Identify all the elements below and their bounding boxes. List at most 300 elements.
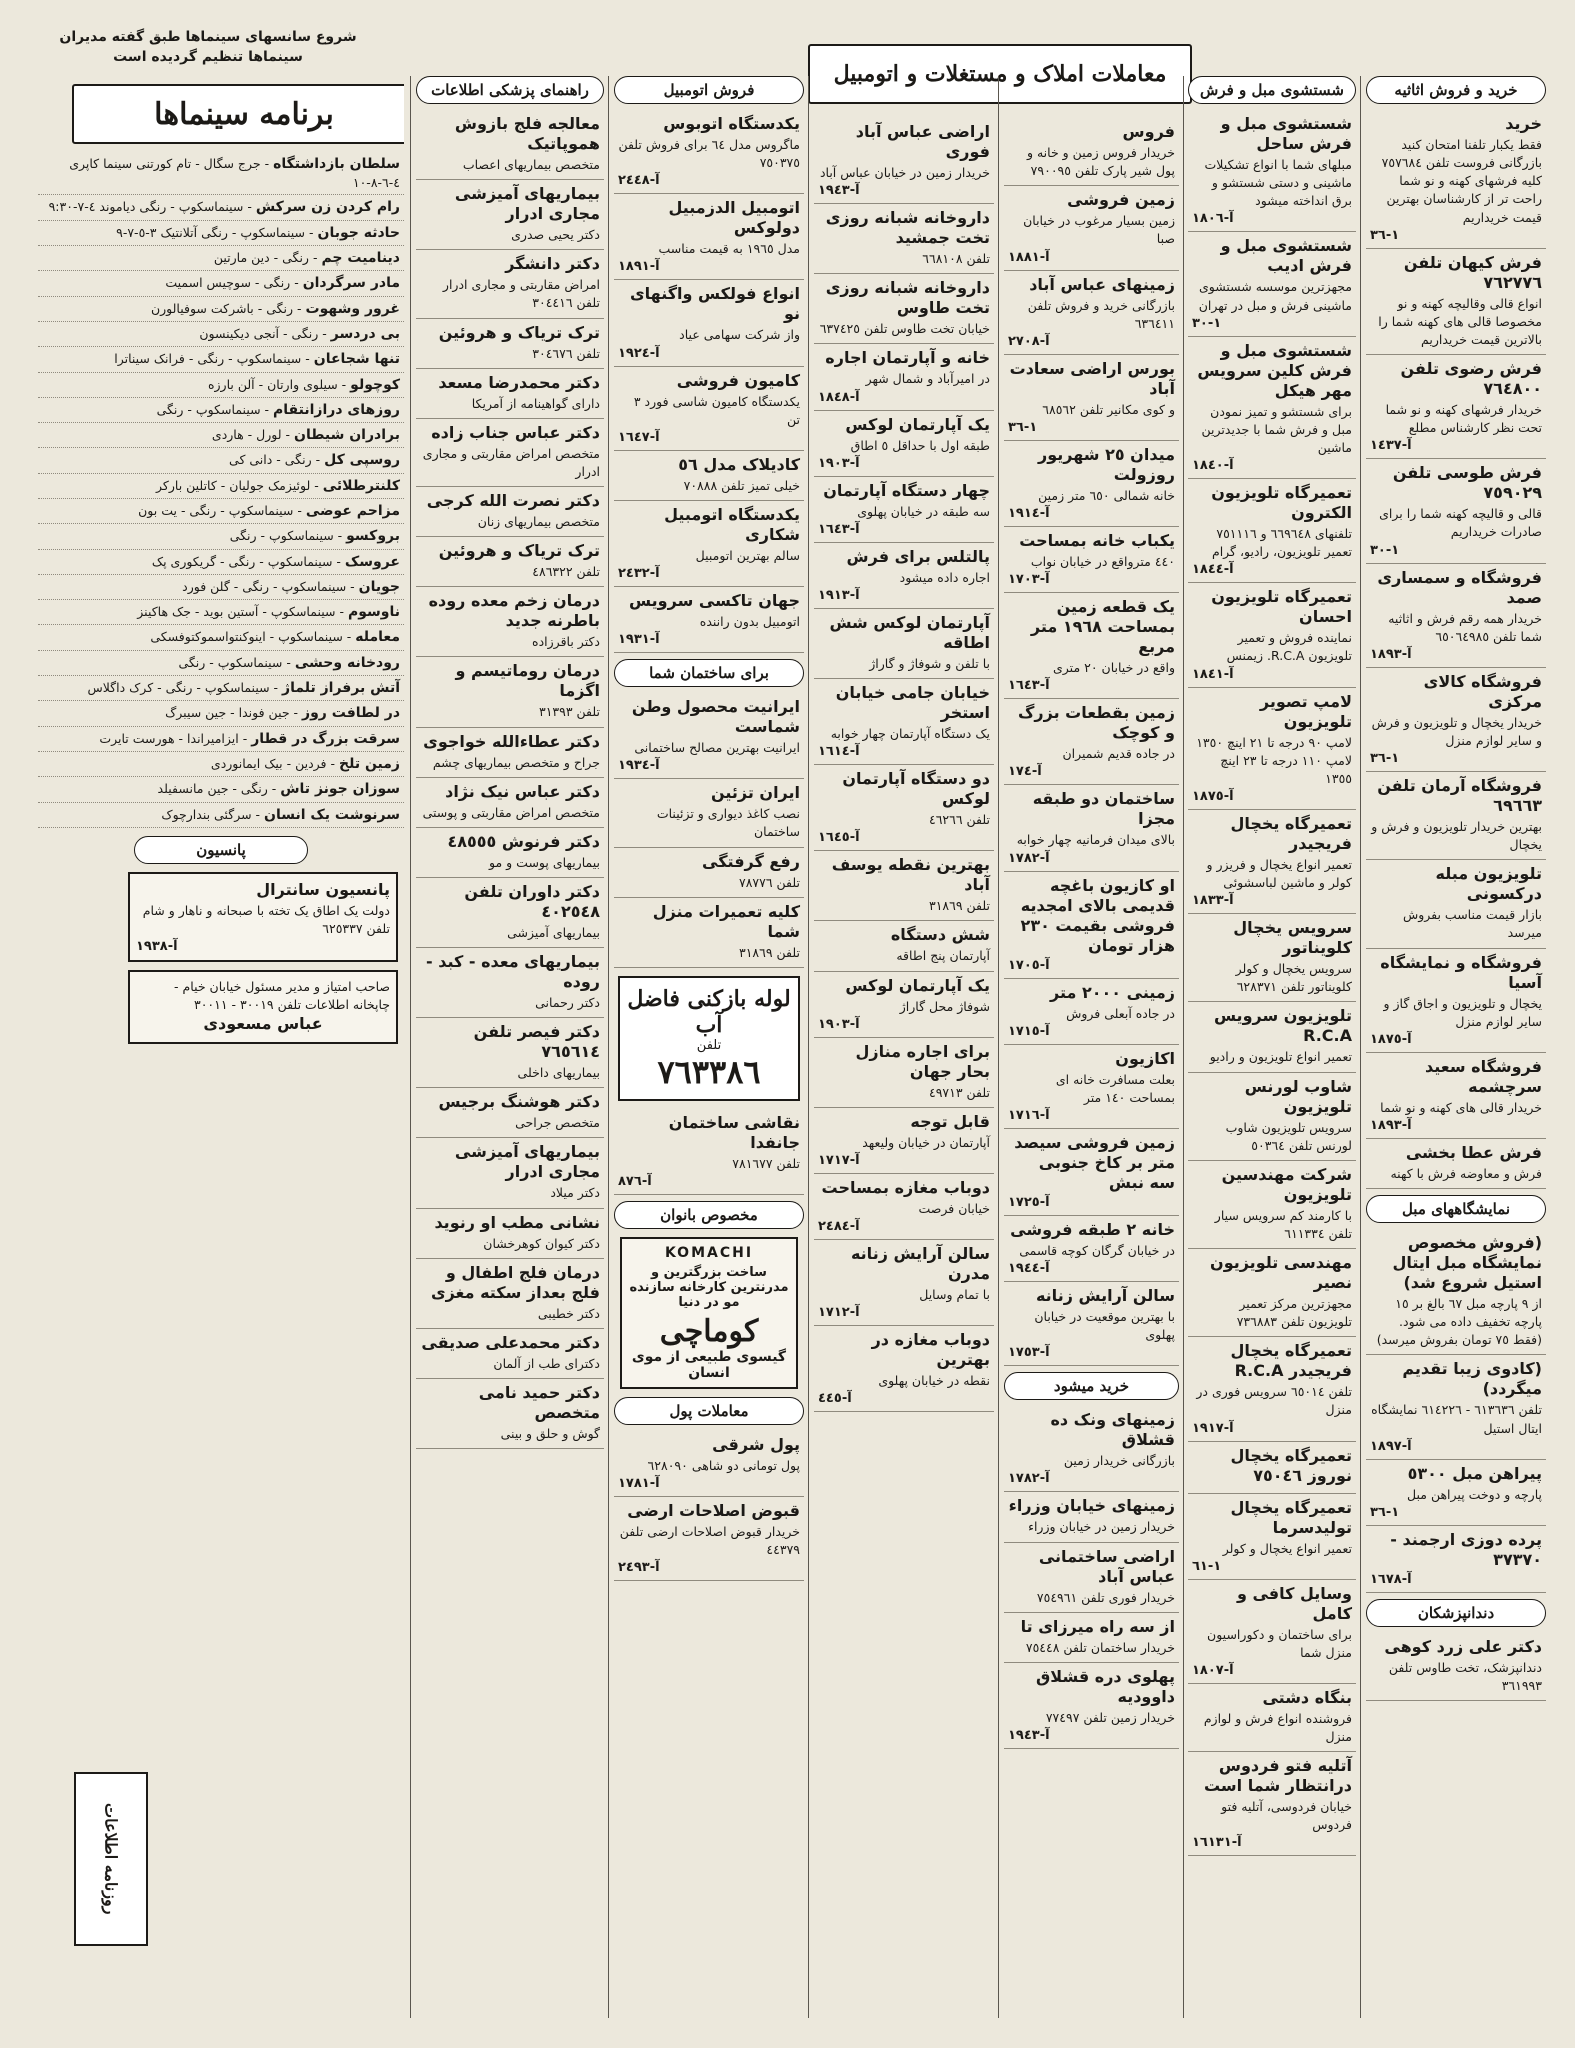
section-header: راهنمای پزشکی اطلاعات bbox=[416, 76, 604, 104]
ad-item bbox=[1188, 110, 1356, 232]
film-title: غرور وشهوت bbox=[305, 300, 400, 317]
ad-title: اکازیون bbox=[1115, 1048, 1175, 1068]
column-rule bbox=[1183, 76, 1184, 2018]
ad-phone: ١-٣٠ bbox=[1370, 542, 1400, 558]
ad-phone: آ-١٧٠٥ bbox=[1008, 957, 1050, 973]
ad-item bbox=[416, 419, 604, 487]
ad-title: نقاشی ساختمان جانفدا bbox=[668, 1112, 800, 1152]
ad-item bbox=[814, 1174, 994, 1240]
ad-title: بیماریهای آمیزشی مجاری ادرار bbox=[454, 1142, 600, 1182]
film-title: رودخانه وحشی bbox=[294, 654, 400, 671]
ad-list bbox=[1366, 110, 1546, 1189]
film-details: رنگی - باشرکت سوفیالورن bbox=[150, 300, 294, 316]
realestate-banner: معاملات املاک و مستغلات و اتومبیل bbox=[808, 44, 1192, 104]
column-services bbox=[1188, 76, 1356, 2018]
ad-phone: آ-١٧٠٣ bbox=[1008, 572, 1050, 588]
film-details: سینماسکوپ - رنگی - فرانک سیناترا bbox=[114, 351, 302, 367]
ad-item bbox=[614, 110, 804, 194]
ad-title: دکتر حمید نامی متخصص bbox=[478, 1382, 600, 1422]
ad-body: خیابان تخت طاوس تلفن ٦٣٧٤٢٥ bbox=[819, 321, 990, 337]
ad-item bbox=[614, 280, 804, 366]
ad-title: ساختمان دو طبقه مجزا bbox=[1032, 789, 1175, 829]
ad-phone: آ-١٦٧٨ bbox=[1370, 1571, 1412, 1587]
ad-body: دکتر خطیبی bbox=[537, 1305, 600, 1321]
ad-title: بورس اراضی سعادت آباد bbox=[1009, 358, 1175, 398]
ad-title: پالتلس برای فرش bbox=[846, 546, 990, 566]
ad-title: شستشوی مبل و فرش ساحل bbox=[1220, 114, 1352, 153]
film-details: رنگی - دانی کی bbox=[229, 452, 312, 468]
ad-phone: آ-٢٧٠٨ bbox=[1008, 333, 1050, 349]
ad-item bbox=[814, 274, 994, 344]
ad-body: فقط یکبار تلفنا امتحان کنید بازرگانی فروست تلفن ٧٥٧٦٨٤ کلیه فرشهای کهنه و نو شما راحت تر از کارشناسان بهترین قیمت خریداریم bbox=[1381, 137, 1542, 225]
ad-body: سه طبقه در خیابان پهلوی bbox=[857, 503, 990, 519]
ad-phone: آ-١٩٠٣ bbox=[818, 1016, 860, 1032]
ad-title: دکتر محمدعلی صدیقی bbox=[421, 1332, 600, 1352]
ad-body: دارای گواهینامه از آمریکا bbox=[471, 395, 600, 411]
ad-body: بهترین خریدار تلویزیون و فرش و یخچال bbox=[1371, 819, 1542, 853]
ad-body: انواع قالی وقالیچه کهنه و نو مخصوصا قالی های کهنه شما را بالاترین قیمت خریداریم bbox=[1378, 295, 1542, 347]
ad-body: خیابان فردوسی، آتلیه فتو فردوس bbox=[1221, 1799, 1352, 1833]
pension-body: دولت یک اطاق یک تخته با صبحانه و ناهار و شام تلفن ٦٢٥٣٣٧ bbox=[142, 902, 390, 936]
ad-item bbox=[1366, 459, 1546, 563]
ad-item bbox=[814, 1038, 994, 1108]
ad-title: پیراهن مبل ٥٣٠٠ bbox=[1407, 1463, 1542, 1483]
cinema-listing: دینامیت چم - رنگی - دین مارتین bbox=[38, 246, 404, 271]
film-details: سینماسکوپ - رنگی - گلن فورد bbox=[182, 578, 347, 594]
ad-title: فرش رضوی تلفن ٧٦٤٨٠٠ bbox=[1400, 359, 1542, 398]
ad-item bbox=[614, 693, 804, 779]
ad-title: دکتر علی زرد کوهی bbox=[1384, 1636, 1542, 1656]
komachi-latin: KOMACHI bbox=[664, 1244, 754, 1261]
section-header: خرید میشود bbox=[1004, 1372, 1179, 1400]
ad-body: از ٩ پارچه مبل ٦٧ بالغ بر ١٥ پارچه تخفیف داده می شود. (فقط ٧٥ تومان بفروش میرسد) bbox=[1376, 1296, 1542, 1348]
section-header: برای ساختمان شما bbox=[614, 659, 804, 687]
cinema-listing: کلنترطلائی - لوئیزمک جولیان - کاتلین بارکر bbox=[38, 474, 404, 499]
ad-title: دکتر دانشگر bbox=[505, 254, 600, 274]
ad-body: تلفن ٣٠٤٦٧٦ bbox=[532, 345, 600, 361]
film-details: سینماسکوپ - رنگی دیاموند ٤-٧-٩:٣٠ bbox=[48, 199, 244, 215]
ad-title: یک آپارتمان لوکس bbox=[845, 975, 990, 995]
ad-title: بیماریهای آمیزشی مجاری ادرار bbox=[454, 184, 600, 224]
ad-body: متخصص امراض مقاربتی و مجاری ادرار bbox=[422, 445, 600, 479]
cinema-listing: سرقت بزرگ در قطار - ایزامیراندا - هورست تایرت bbox=[38, 727, 404, 752]
ad-body: یخچال و تلویزیون و اجاق گاز و سایر لوازم منزل bbox=[1383, 995, 1542, 1029]
ad-phone: آ-١٨٩٣ bbox=[1370, 1117, 1412, 1133]
ad-item bbox=[814, 477, 994, 543]
film-details: لوئیزمک جولیان - کاتلین بارکر bbox=[156, 477, 311, 493]
cinema-listing: کوچولو - سیلوی وارتان - آلن بارزه bbox=[38, 373, 404, 398]
ad-body: خانه شمالی ٦٥٠ متر زمین bbox=[1038, 487, 1175, 503]
column-cinemas bbox=[38, 84, 404, 2018]
column-rule bbox=[608, 76, 609, 2018]
ad-title: برای اجاره منازل بحار جهان bbox=[855, 1041, 990, 1081]
ad-title: زمین بقطعات بزرگ و کوچک bbox=[1018, 703, 1175, 743]
film-title: کلنترطلائی bbox=[322, 477, 400, 494]
pension-ad bbox=[128, 872, 398, 962]
ad-title: یکباب خانه بمساحت bbox=[1019, 531, 1175, 550]
masthead-name: عباس مسعودی bbox=[203, 1014, 323, 1034]
film-details: سینماسکوپ - رنگی - یت بون bbox=[138, 502, 294, 518]
ad-body: تلفن ٤٩٧١٣ bbox=[928, 1084, 990, 1100]
ad-phone: ١-٣٦ bbox=[1008, 419, 1038, 435]
cinema-listing: سرنوشت یک انسان - سرگئی بندارچوک bbox=[38, 803, 404, 828]
ad-item bbox=[1004, 1663, 1179, 1749]
ad-phone: آ-١٩٣٤ bbox=[618, 758, 660, 774]
ad-item bbox=[1188, 914, 1356, 1002]
ad-item bbox=[416, 587, 604, 657]
ad-title: فروشگاه و سمساری صمد bbox=[1377, 567, 1542, 607]
ad-title: اراضی عباس آباد فوری bbox=[855, 122, 990, 161]
film-details: سینماسکوپ - اینوکنتواسموکتوفسکی bbox=[150, 629, 343, 645]
ad-phone: آ-١٨٩٧ bbox=[1370, 1438, 1412, 1454]
ad-phone: آ-٢٤٨٤ bbox=[818, 1219, 860, 1234]
ad-phone: آ-١٧٢٥ bbox=[1008, 1194, 1050, 1210]
ad-title: اراضی ساختمانی عباس آباد bbox=[1038, 1546, 1175, 1586]
ad-body: زمین بسیار مرغوب در خیابان صبا bbox=[1023, 213, 1175, 247]
ad-phone: آ-١٨٣٣ bbox=[1192, 893, 1234, 909]
ad-title: (فروش مخصوص نمایشگاه مبل ایتال استیل شروع شد) bbox=[1392, 1233, 1542, 1292]
film-details: رنگی - دین مارتین bbox=[213, 250, 309, 266]
ad-phone: آ-١٨٤٤ bbox=[1192, 562, 1234, 578]
ad-item bbox=[416, 728, 604, 778]
ad-body: تلفنهای ٦٦٩٦٤٨ و ٧٥١١١٦ تعمیر تلویزیون، رادیو، گرام bbox=[1211, 526, 1352, 560]
ad-phone: آ-٨٧٦ bbox=[618, 1173, 652, 1189]
ad-body: بیماریهای داخلی bbox=[517, 1065, 600, 1081]
ad-body: تلفن ٧٨٧٧٦ bbox=[738, 874, 800, 890]
ad-body: گوش و حلق و بینی bbox=[500, 1425, 600, 1441]
ad-title: دوباب مغازه بمساحت bbox=[821, 1177, 990, 1197]
film-details: فردین - بیک ایمانوردی bbox=[210, 755, 327, 771]
komachi-ad bbox=[620, 1237, 798, 1389]
ad-title: شستشوی مبل و فرش کلین سرویس مهر هیکل bbox=[1197, 340, 1352, 400]
film-title: حادثه جوبان bbox=[317, 224, 400, 241]
film-title: بروکسو bbox=[346, 528, 400, 545]
film-title: برادران شیطان bbox=[294, 427, 400, 444]
ad-title: درمان زخم معده روده باطرنه جدید bbox=[428, 591, 600, 631]
ad-body: تلفن ٦٦٨١٠٨ bbox=[922, 251, 990, 267]
ad-body: بازرگانی خرید و فروش تلفن ٦٣٦٤١١ bbox=[1027, 297, 1175, 331]
ad-title: دو دستگاه آپارتمان لوکس bbox=[842, 769, 990, 809]
ad-item bbox=[1188, 1161, 1356, 1249]
film-title: ناوسوم bbox=[347, 604, 400, 621]
film-title: مادر سرگردان bbox=[302, 275, 400, 292]
cinema-listing: معامله - سینماسکوپ - اینوکنتواسموکتوفسکی bbox=[38, 625, 404, 650]
ad-phone: آ-١٨٧٥ bbox=[1192, 788, 1234, 804]
ad-title: تعمیرگاه یخچال تولیدسرما bbox=[1230, 1497, 1352, 1537]
film-title: بی دردسر bbox=[330, 325, 400, 342]
ad-phone: آ-١٨٤١ bbox=[1192, 666, 1234, 682]
ad-item bbox=[1004, 118, 1179, 186]
ad-item bbox=[416, 657, 604, 727]
ad-body: نماینده فروش و تعمیر تلویزیون R.C.A. زیمنس bbox=[1226, 630, 1352, 664]
ad-body: لامپ ٩٠ درجه تا ٢١ اینچ ١٣٥٠ لامپ ١١٠ درجه تا ٢٣ اینچ ١٣٥٥ bbox=[1196, 734, 1352, 786]
ad-body: پول تومانی دو شاهی ٦٢٨٠٩٠ bbox=[647, 1457, 800, 1473]
ad-phone: آ-٢٤٩٣ bbox=[618, 1560, 660, 1576]
film-details: سینماسکوپ - رنگی - کرک داگلاس bbox=[87, 680, 270, 696]
ad-body: خریدار قبوض اصلاحات ارضی تلفن ٤٤٣٧٩ bbox=[619, 1524, 800, 1558]
ad-body: با تلفن و شوفاژ و گاراژ bbox=[869, 655, 990, 671]
ad-body: نصب کاغذ دیواری و تزئینات ساختمان bbox=[656, 806, 800, 840]
ad-title: دکتر عباس نیک نژاد bbox=[445, 781, 600, 801]
ad-title: فروشگاه کالای مرکزی bbox=[1423, 671, 1542, 711]
ad-body: مبلهای شما با انواع تشکیلات ماشینی و دستی شستشو و برق انداخته میشود bbox=[1204, 157, 1352, 209]
ad-phone: آ-١٦٤٥ bbox=[818, 830, 860, 846]
ad-item bbox=[814, 679, 994, 765]
ad-body: بازار قیمت مناسب بفروش میرسد bbox=[1402, 907, 1542, 941]
ad-item bbox=[1366, 110, 1546, 249]
ad-item bbox=[614, 501, 804, 587]
ad-body: تلفن ٧٨١٦٧٧ bbox=[732, 1155, 800, 1171]
pension-title: پانسیون سانترال bbox=[256, 879, 390, 899]
section-header: پانسیون bbox=[134, 836, 308, 864]
ad-title: دکتر عباس جناب زاده bbox=[431, 422, 600, 442]
ad-body: ماگروس مدل ٦٤ برای فروش تلفن ٧٥٠٣٧٥ bbox=[618, 137, 800, 171]
ad-body: طبقه اول با حداقل ٥ اطاق bbox=[850, 437, 990, 453]
cinema-listing: در لطافت روز - جین فوندا - جین سیبرگ bbox=[38, 701, 404, 726]
ad-item bbox=[1004, 1406, 1179, 1492]
komachi-title: کوماچی bbox=[659, 1313, 759, 1349]
ad-item bbox=[1188, 1580, 1356, 1684]
ad-phone: آ-١٦٤٧ bbox=[618, 429, 660, 445]
ad-title: زمینهای عباس آباد bbox=[1029, 274, 1175, 294]
ad-title: قبوض اصلاحات ارضی bbox=[627, 1501, 800, 1520]
section-header: خرید و فروش اثاثیه bbox=[1366, 76, 1546, 104]
film-title: روسپی کل bbox=[324, 452, 400, 469]
ad-phone: ١-٦١ bbox=[1192, 1558, 1222, 1574]
ad-body: نقطه در خیابان پهلوی bbox=[878, 1373, 990, 1389]
ad-body: سرویس یخچال و کولر کلویناتور تلفن ٦٢٨٣٧١ bbox=[1235, 961, 1352, 995]
column-medical bbox=[416, 76, 604, 2018]
ad-title: خانه ٢ طبقه فروشی bbox=[1010, 1219, 1175, 1239]
ad-item bbox=[614, 779, 804, 847]
ad-body: بیماریهای آمیزشی bbox=[507, 924, 600, 940]
ad-phone: ١-٣٠ bbox=[1192, 315, 1222, 331]
pipe-cleaning-ad bbox=[618, 976, 800, 1101]
newspaper-page bbox=[38, 28, 1546, 2018]
ad-phone: آ-٤٤٥ bbox=[818, 1391, 852, 1407]
ad-title: دکتر هوشنگ برجیس bbox=[438, 1092, 600, 1112]
ad-title: زمینهای ونک ده قشلاق bbox=[1050, 1410, 1175, 1450]
ad-item bbox=[614, 1497, 804, 1581]
ad-title: آتلیه فتو فردوس درانتظار شما است bbox=[1203, 1756, 1352, 1796]
ad-item bbox=[614, 367, 804, 451]
ad-phone: آ-١٦١٣١ bbox=[1192, 1835, 1242, 1851]
cinema-listing: آتش برفراز تلماژ - سینماسکوپ - رنگی - کرک داگلاس bbox=[38, 676, 404, 701]
ad-phone: آ-١٩٢٤ bbox=[618, 345, 660, 361]
ad-title: معالجه فلج بازوش هموپاتیک bbox=[454, 114, 600, 153]
ad-body: خریدار همه رقم فرش و اثاثیه شما تلفن ٦٥٠٦٤٩٨٥ bbox=[1388, 610, 1542, 644]
section-header: شستشوی مبل و فرش bbox=[1188, 76, 1356, 104]
ad-body: خریدار قالی های کهنه و نو شما bbox=[1380, 1099, 1542, 1115]
ad-item bbox=[1188, 479, 1356, 583]
ad-title: اتومبیل الدزمبیل دولوکس bbox=[668, 198, 800, 238]
ad-title: تعمیرگاه یخچال فریجیدر R.C.A bbox=[1230, 1341, 1352, 1381]
ad-body: تعمیر انواع یخچال و فریزر و کولر و ماشین لباسشوئی bbox=[1206, 856, 1352, 890]
section-header: معاملات پول bbox=[614, 1397, 804, 1425]
ad-title: زمینی ٢٠٠٠ متر bbox=[1050, 982, 1175, 1002]
ad-body: اجاره داده میشود bbox=[899, 569, 990, 585]
film-details: رنگی - جین مانسفیلد bbox=[157, 781, 268, 797]
ad-item bbox=[1366, 949, 1546, 1053]
ad-body: تلفن ٦١٣٦٣٦ - ٦١٤٢٢٦ نمایشگاه ایتال استیل bbox=[1371, 1402, 1542, 1436]
ad-phone: آ-١٨٤٠ bbox=[1192, 458, 1234, 473]
ad-item bbox=[1366, 1526, 1546, 1593]
ad-body: بیماریهای پوست و مو bbox=[489, 854, 600, 870]
pipe-ad-line2: تلفن bbox=[696, 1037, 722, 1053]
cinema-listing: بروکسو - سینماسکوپ - رنگی bbox=[38, 524, 404, 549]
ad-body: تلفن ٦٥٠١٤ سرویس فوری در منزل bbox=[1196, 1384, 1352, 1418]
ad-phone: آ-١٨٨١ bbox=[1008, 249, 1050, 265]
film-title: دینامیت چم bbox=[321, 250, 400, 267]
ad-body: دکتر باقرزاده bbox=[532, 634, 600, 650]
film-details: رنگی - سوچیس اسمیت bbox=[165, 275, 291, 291]
ad-item bbox=[1188, 1249, 1356, 1337]
ad-body: بالای میدان فرمانیه چهار خوابه bbox=[1016, 832, 1175, 848]
cinema-listing: سلطان بازداشتگاه - جرج سگال - تام کورتنی سینما کاپری ٤-٦-٨-١٠ bbox=[38, 152, 404, 195]
film-title: روزهای درازانتقام bbox=[273, 401, 400, 418]
ad-title: وسایل کافی و کامل bbox=[1236, 1583, 1352, 1623]
film-title: عروسک bbox=[344, 553, 400, 570]
section-header: مخصوص بانوان bbox=[614, 1201, 804, 1229]
ad-item bbox=[416, 828, 604, 878]
ad-item bbox=[1366, 1460, 1546, 1526]
ad-title: تعمیرگاه تلویزیون الکترون bbox=[1211, 483, 1352, 522]
ad-item bbox=[614, 1109, 804, 1195]
ad-item bbox=[1188, 1752, 1356, 1856]
ad-phone: آ-١٨٠٧ bbox=[1192, 1662, 1234, 1678]
ad-body: فروشنده انواع فرش و لوازم منزل bbox=[1203, 1710, 1352, 1744]
cinema-list bbox=[38, 152, 404, 828]
ad-item bbox=[1188, 1684, 1356, 1752]
ad-item bbox=[416, 1138, 604, 1208]
ad-item bbox=[416, 110, 604, 180]
ad-item bbox=[614, 1431, 804, 1497]
ad-body: دکتر یحیی صدری bbox=[511, 227, 600, 243]
ad-body: واقع در خیابان ٢٠ متری bbox=[1053, 660, 1175, 676]
ad-item bbox=[614, 451, 804, 501]
ad-item bbox=[416, 1329, 604, 1379]
ad-body: بازرگانی خریدار زمین bbox=[1063, 1453, 1175, 1469]
ad-body: خیابان فرصت bbox=[918, 1200, 990, 1216]
cinema-banner: برنامه سینماها bbox=[72, 84, 404, 144]
pipe-ad-number: ٧٦٣٣٨٦ bbox=[657, 1052, 761, 1091]
film-title: در لطافت روز bbox=[302, 705, 400, 722]
ad-phone: آ-١٧٨٢ bbox=[1008, 1471, 1050, 1487]
ad-item bbox=[1004, 1492, 1179, 1542]
ad-phone: آ-١٨٧٥ bbox=[1370, 1031, 1412, 1047]
ad-title: فرش طوسی تلفن ٧٥٩٠٢٩ bbox=[1392, 463, 1542, 503]
ad-body: تلفن ٣١٨٦٩ bbox=[928, 898, 990, 914]
ad-body: بعلت مسافرت خانه ای بمساحت ١٤٠ متر bbox=[1055, 1071, 1175, 1105]
pipe-ad-line1: لوله بازکنی فاضل آب bbox=[627, 985, 791, 1038]
film-title: سرقت بزرگ در قطار bbox=[251, 730, 400, 747]
column-rule bbox=[998, 76, 999, 2018]
ad-body: شوفاژ محل گاراژ bbox=[899, 998, 990, 1014]
column-rule bbox=[410, 76, 411, 2018]
film-title: رام کردن زن سرکش bbox=[255, 199, 400, 216]
ad-list bbox=[1188, 110, 1356, 1856]
column-realestate bbox=[1004, 118, 1179, 2018]
ad-item bbox=[416, 1209, 604, 1259]
ad-body: با تمام وسایل bbox=[919, 1287, 990, 1302]
ad-item bbox=[1188, 1442, 1356, 1494]
ad-phone: آ-١٧٥٣ bbox=[1008, 1345, 1050, 1361]
ad-item bbox=[1188, 337, 1356, 479]
ad-item bbox=[416, 1088, 604, 1138]
ad-item bbox=[1004, 271, 1179, 355]
cinema-listing: جویان - سینماسکوپ - رنگی - گلن فورد bbox=[38, 575, 404, 600]
ad-item bbox=[1004, 593, 1179, 699]
ad-body: دکترای طب از آلمان bbox=[493, 1355, 600, 1371]
ad-title: فروشگاه سعید سرچشمه bbox=[1425, 1056, 1542, 1096]
column-autos bbox=[614, 76, 804, 2018]
ad-title: کامیون فروشی bbox=[676, 370, 800, 390]
ad-title: (کادوی زیبا تقدیم میگردد) bbox=[1402, 1359, 1542, 1399]
ad-title: یکدستگاه اتوبوس bbox=[663, 114, 800, 133]
ad-body: خریدار فرشهای کهنه و نو شما تحت نظر کارشناس مطلع bbox=[1385, 402, 1542, 436]
ad-title: بیماریهای معده - کبد - روده bbox=[426, 952, 600, 991]
ad-item bbox=[1004, 1045, 1179, 1129]
ad-title: تلویزیون سرویس R.C.A bbox=[1213, 1006, 1352, 1046]
ad-phone: آ-١٨٩١ bbox=[618, 259, 660, 275]
ad-item bbox=[814, 851, 994, 921]
ad-title: زمین فروشی سیصد متر بر کاخ جنوبی سه نبش bbox=[1014, 1132, 1175, 1192]
ad-title: دکتر فرنوش ٤٨٥٥٥ bbox=[447, 831, 600, 851]
ad-item bbox=[416, 319, 604, 369]
ad-item bbox=[1188, 1494, 1356, 1580]
ad-body: اتومبیل بدون راننده bbox=[699, 614, 800, 629]
cinema-listing: رام کردن زن سرکش - سینماسکوپ - رنگی دیاموند ٤-٧-٩:٣٠ bbox=[38, 195, 404, 220]
ad-title: بنگاه دشتی bbox=[1262, 1687, 1352, 1707]
ad-item bbox=[1366, 668, 1546, 772]
ad-phone: ١-٣٦ bbox=[1370, 227, 1400, 243]
ad-item bbox=[614, 194, 804, 280]
ad-title: خانه و آپارتمان اجاره bbox=[825, 348, 990, 368]
ad-item bbox=[1004, 355, 1179, 441]
ad-body: تلفن ٤٨٦٣٢٢ bbox=[532, 564, 600, 580]
ad-title: داروخانه شبانه روزی تخت طاوس bbox=[825, 278, 990, 318]
ad-phone: آ-١٧٨١ bbox=[618, 1476, 660, 1491]
ad-item bbox=[614, 587, 804, 653]
ad-phone: ١-٣٦ bbox=[1370, 751, 1400, 766]
ad-item bbox=[1366, 1139, 1546, 1189]
film-details: سینماسکوپ - رنگی bbox=[229, 528, 334, 544]
ad-list bbox=[614, 1431, 804, 1581]
ad-list bbox=[614, 110, 804, 653]
film-title: معامله bbox=[355, 629, 400, 646]
ad-title: فروس bbox=[1122, 122, 1175, 141]
film-details: ایزامیراندا - هورست تایرت bbox=[99, 730, 239, 746]
ad-body: خریدار زمین تلفن ٧٧٤٩٧ bbox=[1045, 1709, 1175, 1725]
ad-body: آپارتمان پنج اطاقه bbox=[896, 948, 990, 964]
ad-body: یک دستگاه آپارتمان چهار خوابه bbox=[830, 726, 990, 741]
ad-body: در خیابان گرگان کوچه قاسمی bbox=[1019, 1242, 1175, 1258]
ad-title: خیابان جامی خیابان استخر bbox=[835, 683, 990, 722]
ad-title: فرش عطا بخشی bbox=[1405, 1142, 1542, 1162]
ad-title: سرویس یخچال کلویناتور bbox=[1233, 918, 1352, 958]
ad-phone: آ-١٧١٥ bbox=[1008, 1023, 1050, 1039]
ad-item bbox=[814, 411, 994, 477]
ad-phone: آ-١٩٤٣ bbox=[1008, 1727, 1050, 1743]
cinema-listing: سوزان جونز تاش - رنگی - جین مانسفیلد bbox=[38, 777, 404, 802]
ad-item bbox=[1366, 860, 1546, 948]
ad-item bbox=[416, 878, 604, 948]
cinema-listing: روسپی کل - رنگی - دانی کی bbox=[38, 448, 404, 473]
ad-item bbox=[814, 204, 994, 274]
ad-phone: ١-٣٦ bbox=[1370, 1504, 1400, 1520]
ad-item bbox=[416, 1379, 604, 1449]
ad-title: یک قطعه زمین بمساحت ١٩٦٨ متر مربع bbox=[1030, 597, 1175, 657]
